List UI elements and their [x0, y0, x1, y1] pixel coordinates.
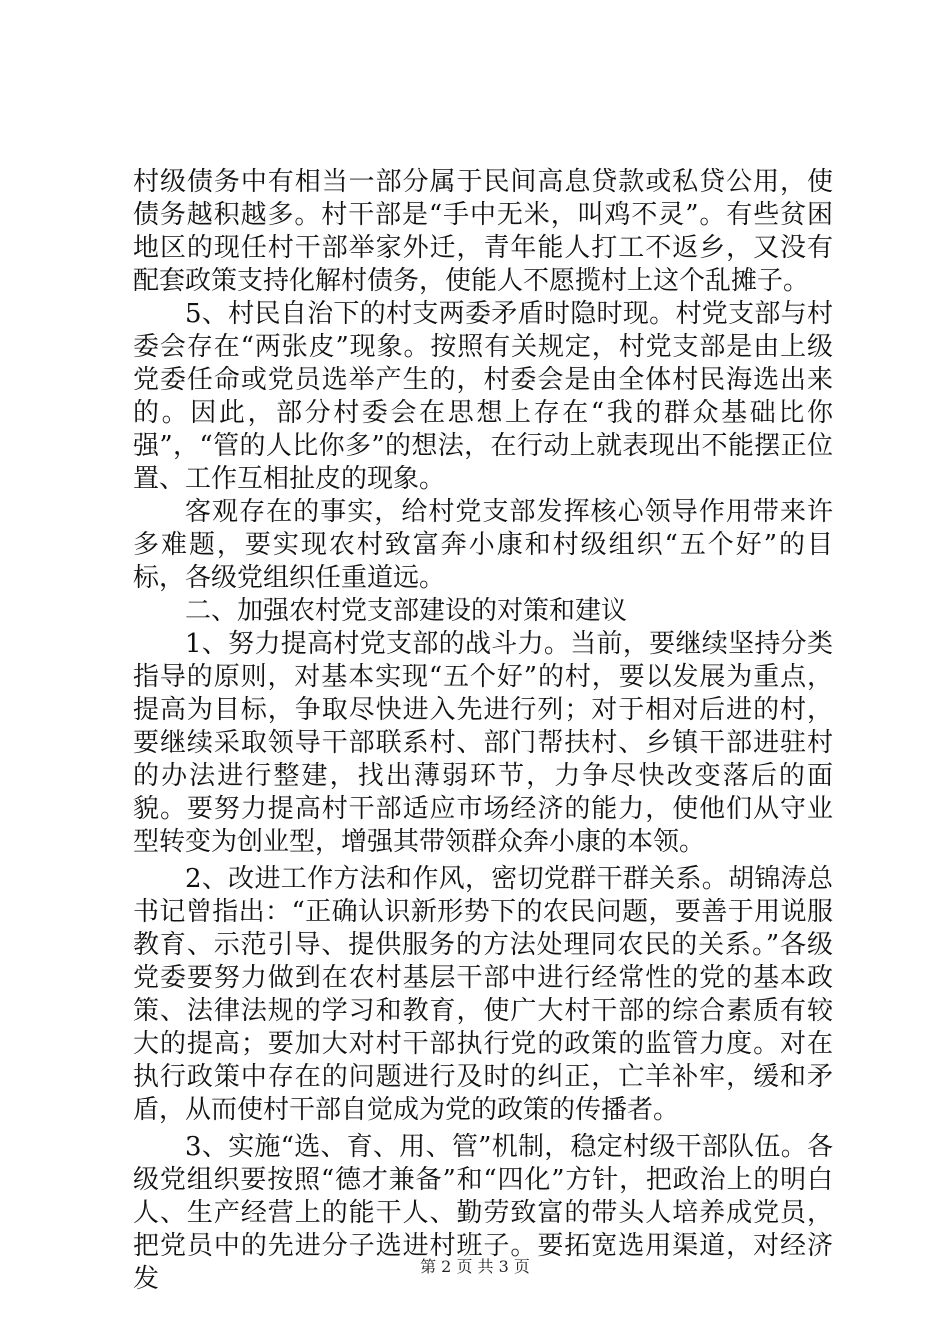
page-footer: 第 2 页 共 3 页	[420, 1257, 530, 1276]
paragraph-6: 3、实施“选、育、用、管”机制，稳定村级干部队伍。各级党组织要按照“德才兼备”和“四化”方针，把政治上的明白人、生产经营上的能干人、勤劳致富的带头人培养成党员，把党员中的先进分子选进村班子。要拓宽选用渠道，对经济发	[133, 1132, 833, 1294]
section-heading: 二、加强农村党支部建设的对策和建议	[185, 596, 628, 626]
document-body	[133, 166, 833, 1296]
paragraph-5: 2、改进工作方法和作风，密切党群干群关系。胡锦涛总书记曾指出：“正确认识新形势下的农民问题，要善于用说服教育、示范引导、提供服务的方法处理同农民的关系。”各级党委要努力做到在农村基层干部中进行经常性的党的基本政策、法律法规的学习和教育，使广大村干部的综合素质有较大的提高；要加大对村干部执行党的政策的监管力度。对在执行政策中存在的问题进行及时的纠正，亡羊补牢，缓和矛盾，从而使村干部自觉成为党的政策的传播者。	[133, 864, 833, 1125]
paragraph-3: 客观存在的事实，给村党支部发挥核心领导作用带来许多难题，要实现农村致富奔小康和村级组织“五个好”的目标，各级党组织任重道远。	[133, 497, 833, 593]
paragraph-1: 村级债务中有相当一部分属于民间高息贷款或私贷公用，使债务越积越多。村干部是“手中无米，叫鸡不灵”。有些贫困地区的现任村干部举家外迁，青年能人打工不返乡，又没有配套政策支持化解村债务，使能人不愿揽村上这个乱摊子。	[133, 167, 833, 296]
paragraph-2: 5、村民自治下的村支两委矛盾时隐时现。村党支部与村委会存在“两张皮”现象。按照有关规定，村党支部是由上级党委任命或党员选举产生的，村委会是由全体村民海选出来的。因此，部分村委会在思想上存在“我的群众基础比你强”，“管的人比你多”的想法，在行动上就表现出不能摆正位置、工作互相扯皮的现象。	[133, 299, 833, 494]
paragraph-4: 1、努力提高村党支部的战斗力。当前，要继续坚持分类指导的原则，对基本实现“五个好”的村，要以发展为重点，提高为目标，争取尽快进入先进行列；对于相对后进的村，要继续采取领导干部联系村、部门帮扶村、乡镇干部进驻村的办法进行整建，找出薄弱环节，力争尽快改变落后的面貌。要努力提高村干部适应市场经济的能力，使他们从守业型转变为创业型，增强其带领群众奔小康的本领。	[133, 629, 833, 857]
